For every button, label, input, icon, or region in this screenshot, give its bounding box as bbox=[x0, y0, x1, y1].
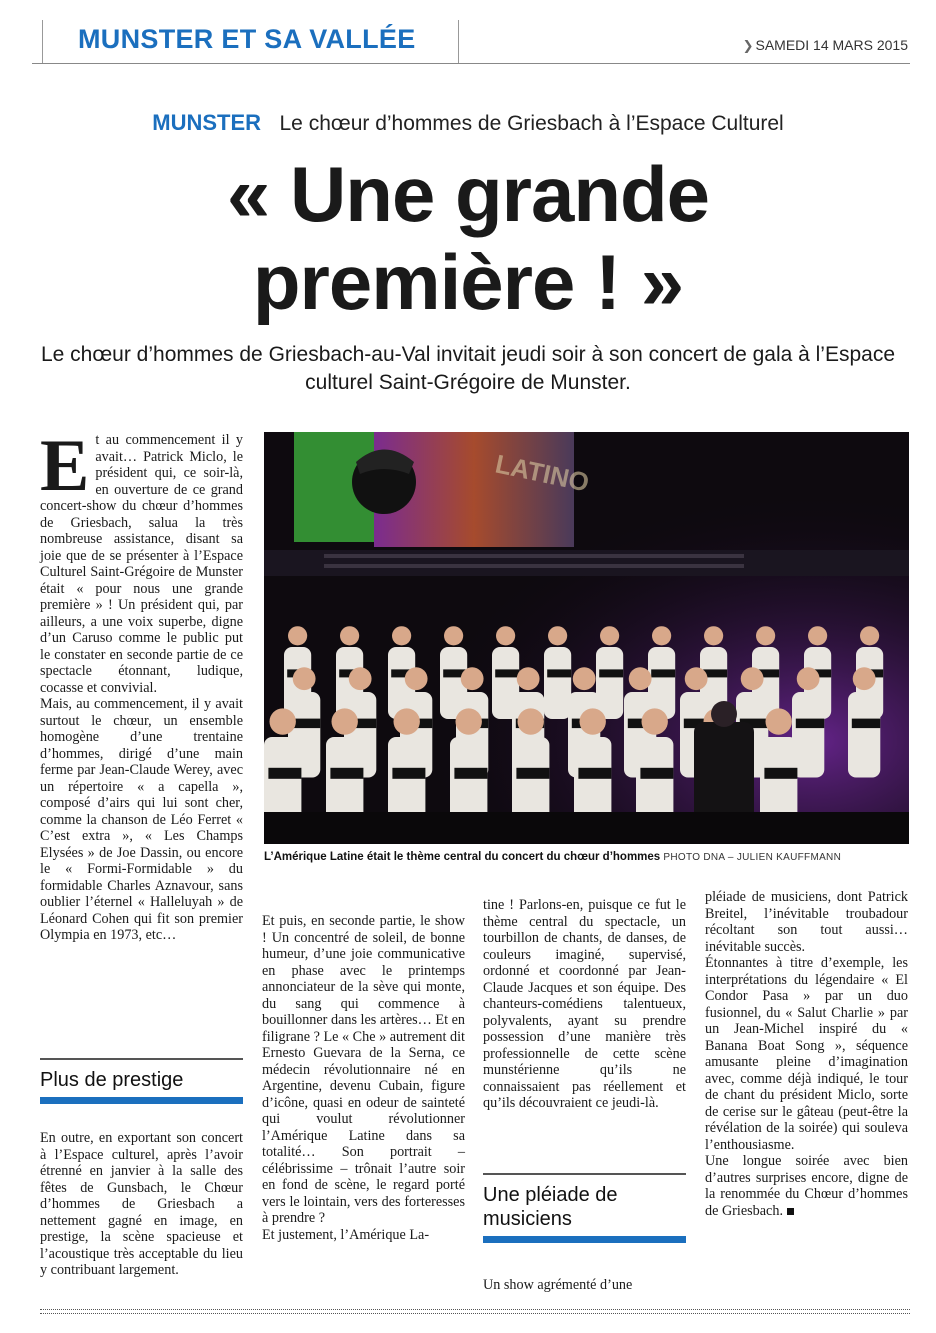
date-text: SAMEDI 14 MARS 2015 bbox=[755, 37, 908, 53]
chorister-head bbox=[600, 626, 619, 645]
choir-photo-illustration bbox=[264, 432, 909, 844]
kicker-location: MUNSTER bbox=[152, 110, 262, 135]
chorister-head bbox=[496, 626, 515, 645]
chorister-head bbox=[685, 667, 708, 690]
songbook bbox=[651, 669, 675, 677]
paragraph-1 bbox=[40, 425, 243, 696]
chorister-head bbox=[580, 708, 606, 734]
chorister-head bbox=[392, 626, 411, 645]
paragraph-6b: pléiade de musiciens, dont Patrick Breitel, l’inévitable troubadour récoltant son tout aussi… inévitable succès. bbox=[705, 889, 908, 955]
subhead-pleiade-de-musiciens: Une pléiade de musiciens bbox=[483, 1184, 618, 1230]
photo-caption bbox=[264, 850, 909, 865]
chorister-head bbox=[293, 667, 316, 690]
songbook bbox=[516, 768, 549, 779]
subhead-1-bar bbox=[40, 1097, 243, 1104]
column-3-continued bbox=[483, 1277, 686, 1294]
songbook bbox=[599, 669, 623, 677]
chorister-head bbox=[629, 667, 652, 690]
headline-line-2: première ! » bbox=[252, 238, 684, 326]
chorister-head bbox=[444, 626, 463, 645]
subhead-2-bar bbox=[483, 1236, 686, 1243]
chorister-head bbox=[756, 626, 775, 645]
chorister-head bbox=[766, 708, 792, 734]
header-rule bbox=[32, 63, 910, 64]
headline-line-1: « Une grande bbox=[226, 150, 710, 238]
songbook bbox=[392, 768, 425, 779]
paragraph-1-text: t au commencement il y avait… Patrick Miclo, le président qui, ce soir-là, en ouverture de ce grand concert-show du chœur d’hommes de Griesbach, salua la très nombreuse assistance, disant sa joie que de se présenter à l’Espace Culturel Saint-Grégoire de Munster était « pour nous une grande première » ! Un président qui, par ailleurs, a une voix superbe, digne d’un Caruso comme le public put le constater en seconde partie de ce spectacle étonnant, ludique, cocasse et convivial. bbox=[40, 432, 243, 696]
column-4 bbox=[705, 889, 908, 1219]
songbook bbox=[268, 768, 301, 779]
chorister-head bbox=[573, 667, 596, 690]
chorister-head bbox=[405, 667, 428, 690]
chevron-right-icon: ❯ bbox=[742, 38, 754, 53]
subhead-plus-de-prestige: Plus de prestige bbox=[40, 1069, 184, 1091]
lead-paragraph: Le chœur d’hommes de Griesbach-au-Val invitait jeudi soir à son concert de gala à l’Espace culturel Saint-Grégoire de Munster. bbox=[40, 343, 896, 394]
paragraph-5: tine ! Parlons-en, puisque ce fut le thème central du spectacle, un tourbillon de chants, de danses, de couleurs imaginé, supervisé, ordonné et coordonné par Jean-Claude Jacques et son équipe. Des chanteurs-comédiens talentueux, polyvalents, ayant su prendre possession d’une manière très professionnelle de cette scène munstérienne qu’ils ne connaissaient pas réellement et qu’ils découvraient ce jeudi-là. bbox=[483, 897, 686, 1111]
conductor-head bbox=[711, 701, 737, 727]
column-3 bbox=[483, 897, 686, 1112]
footer-rule-2 bbox=[40, 1313, 910, 1314]
chorister-head bbox=[797, 667, 820, 690]
chorister bbox=[544, 647, 571, 719]
paragraph-3: En outre, en exportant son concert à l’Espace culturel, après l’avoir étrenné en janvier à la salle des fêtes de Gunsbach, le Chœur d’hommes de Griesbach a nettement gagné en image, en prestige, la scène spacieuse et l’acoustique très acceptable du lieu y contribuant largement. bbox=[40, 1130, 243, 1278]
subhead-1-rule bbox=[40, 1058, 243, 1060]
chorister-head bbox=[853, 667, 876, 690]
section-rubric: MUNSTER ET SA VALLÉE bbox=[78, 24, 416, 54]
paragraph-8-text: Une longue soirée avec bien d’autres surprises encore, digne de la renommée du Chœur d’hommes de Griesbach. bbox=[705, 1153, 908, 1219]
songbook bbox=[640, 768, 673, 779]
songbook bbox=[764, 768, 797, 779]
chorister-head bbox=[349, 667, 372, 690]
paragraph-7: Étonnantes à titre d’exemple, les interprétations du légendaire « El Condor Pasa » par un duo fusionnel, du « Salut Charlie » par un Jean-Michel inspiré du « Banana Boat Song », séquence amusante pleine d’imagination avec, comme déjà indiqué, le tour de chant du président Miclo, sorte de cerise sur le gâteau (peut-être la révélation de la soirée) qui souleva l’enthousiasme. bbox=[705, 955, 908, 1153]
footer-rule bbox=[40, 1309, 910, 1310]
paragraph-2: Mais, au commencement, il y avait surtout le chœur, un ensemble homogène d’une trentaine d’hommes, dirigé d’une main ferme par Jean-Claude Werey, avec un répertoire « a capella », composé d’airs qui lui sont cher, comme la chanson de Léo Ferret « C’est extra », « Les Champs Elysées » de Joe Dassin, ou encore le « Formi-Formidable » du formidable Charles Aznavour, sans oublier l’éternel « Halleluyah » de Léonard Cohen qui fit son premier Olympia en 1973, etc… bbox=[40, 696, 243, 943]
songbook bbox=[292, 719, 321, 729]
songbook bbox=[578, 768, 611, 779]
songbook bbox=[852, 719, 881, 729]
chorister-head bbox=[340, 626, 359, 645]
chorister bbox=[848, 692, 880, 778]
songbook bbox=[495, 669, 519, 677]
chorister-head bbox=[741, 667, 764, 690]
kicker bbox=[0, 110, 936, 136]
chorister-head bbox=[456, 708, 482, 734]
songbook bbox=[547, 669, 571, 677]
paragraph-6a: Un show agrémenté d’une bbox=[483, 1277, 633, 1293]
issue-date bbox=[743, 37, 908, 54]
chorister-head bbox=[860, 626, 879, 645]
songbook bbox=[330, 768, 363, 779]
chorister-head bbox=[394, 708, 420, 734]
paragraph-4: Et puis, en seconde partie, le show ! Un concentré de soleil, de bonne humeur, d’une joie communicative en phase avec le printemps annonciateur de la sève qui monte, du sang qui commence à bouillonner dans les artères… Et en filigrane ? Le « Che » autrement dit Ernesto Guevara de la Serna, ce médecin révolutionnaire né en Argentine, devenu Cubain, figure d’icône, quasi en odeur de sainteté qui voulut révolutionner l’Amérique Latine dans sa totalité… Son portrait – célébrissime – trônait l’autre soir en fond de scène, le regard porté vers le lointain, vers des forteresses à prendre ? bbox=[262, 913, 465, 1226]
column-2 bbox=[262, 913, 465, 1243]
column-1 bbox=[40, 425, 243, 944]
songbook bbox=[796, 719, 825, 729]
chorister-head bbox=[332, 708, 358, 734]
photo-credit: PHOTO DNA – JULIEN KAUFFMANN bbox=[663, 852, 842, 863]
chorister-head bbox=[642, 708, 668, 734]
end-mark bbox=[787, 1208, 794, 1215]
banner-text: LATINO bbox=[492, 448, 592, 498]
chorister-head bbox=[270, 708, 296, 734]
paragraph-5a: Et justement, l’Amérique La- bbox=[262, 1226, 430, 1243]
subhead-2-rule bbox=[483, 1173, 686, 1175]
chorister-head bbox=[517, 667, 540, 690]
chorister-head bbox=[652, 626, 671, 645]
headline bbox=[0, 150, 936, 326]
drop-cap: E bbox=[40, 425, 90, 507]
caption-text: L’Amérique Latine était le thème central du concert du chœur d’hommes bbox=[264, 851, 661, 863]
chorister-head bbox=[288, 626, 307, 645]
chorister-head bbox=[518, 708, 544, 734]
songbook bbox=[454, 768, 487, 779]
chorister-head bbox=[808, 626, 827, 645]
chorister-head bbox=[704, 626, 723, 645]
paragraph-8 bbox=[705, 1153, 908, 1219]
column-1-continued bbox=[40, 1130, 243, 1279]
kicker-text: Le chœur d’hommes de Griesbach à l’Espace Culturel bbox=[279, 112, 784, 135]
chorister-head bbox=[461, 667, 484, 690]
concert-photo bbox=[264, 432, 909, 844]
chorister-head bbox=[548, 626, 567, 645]
